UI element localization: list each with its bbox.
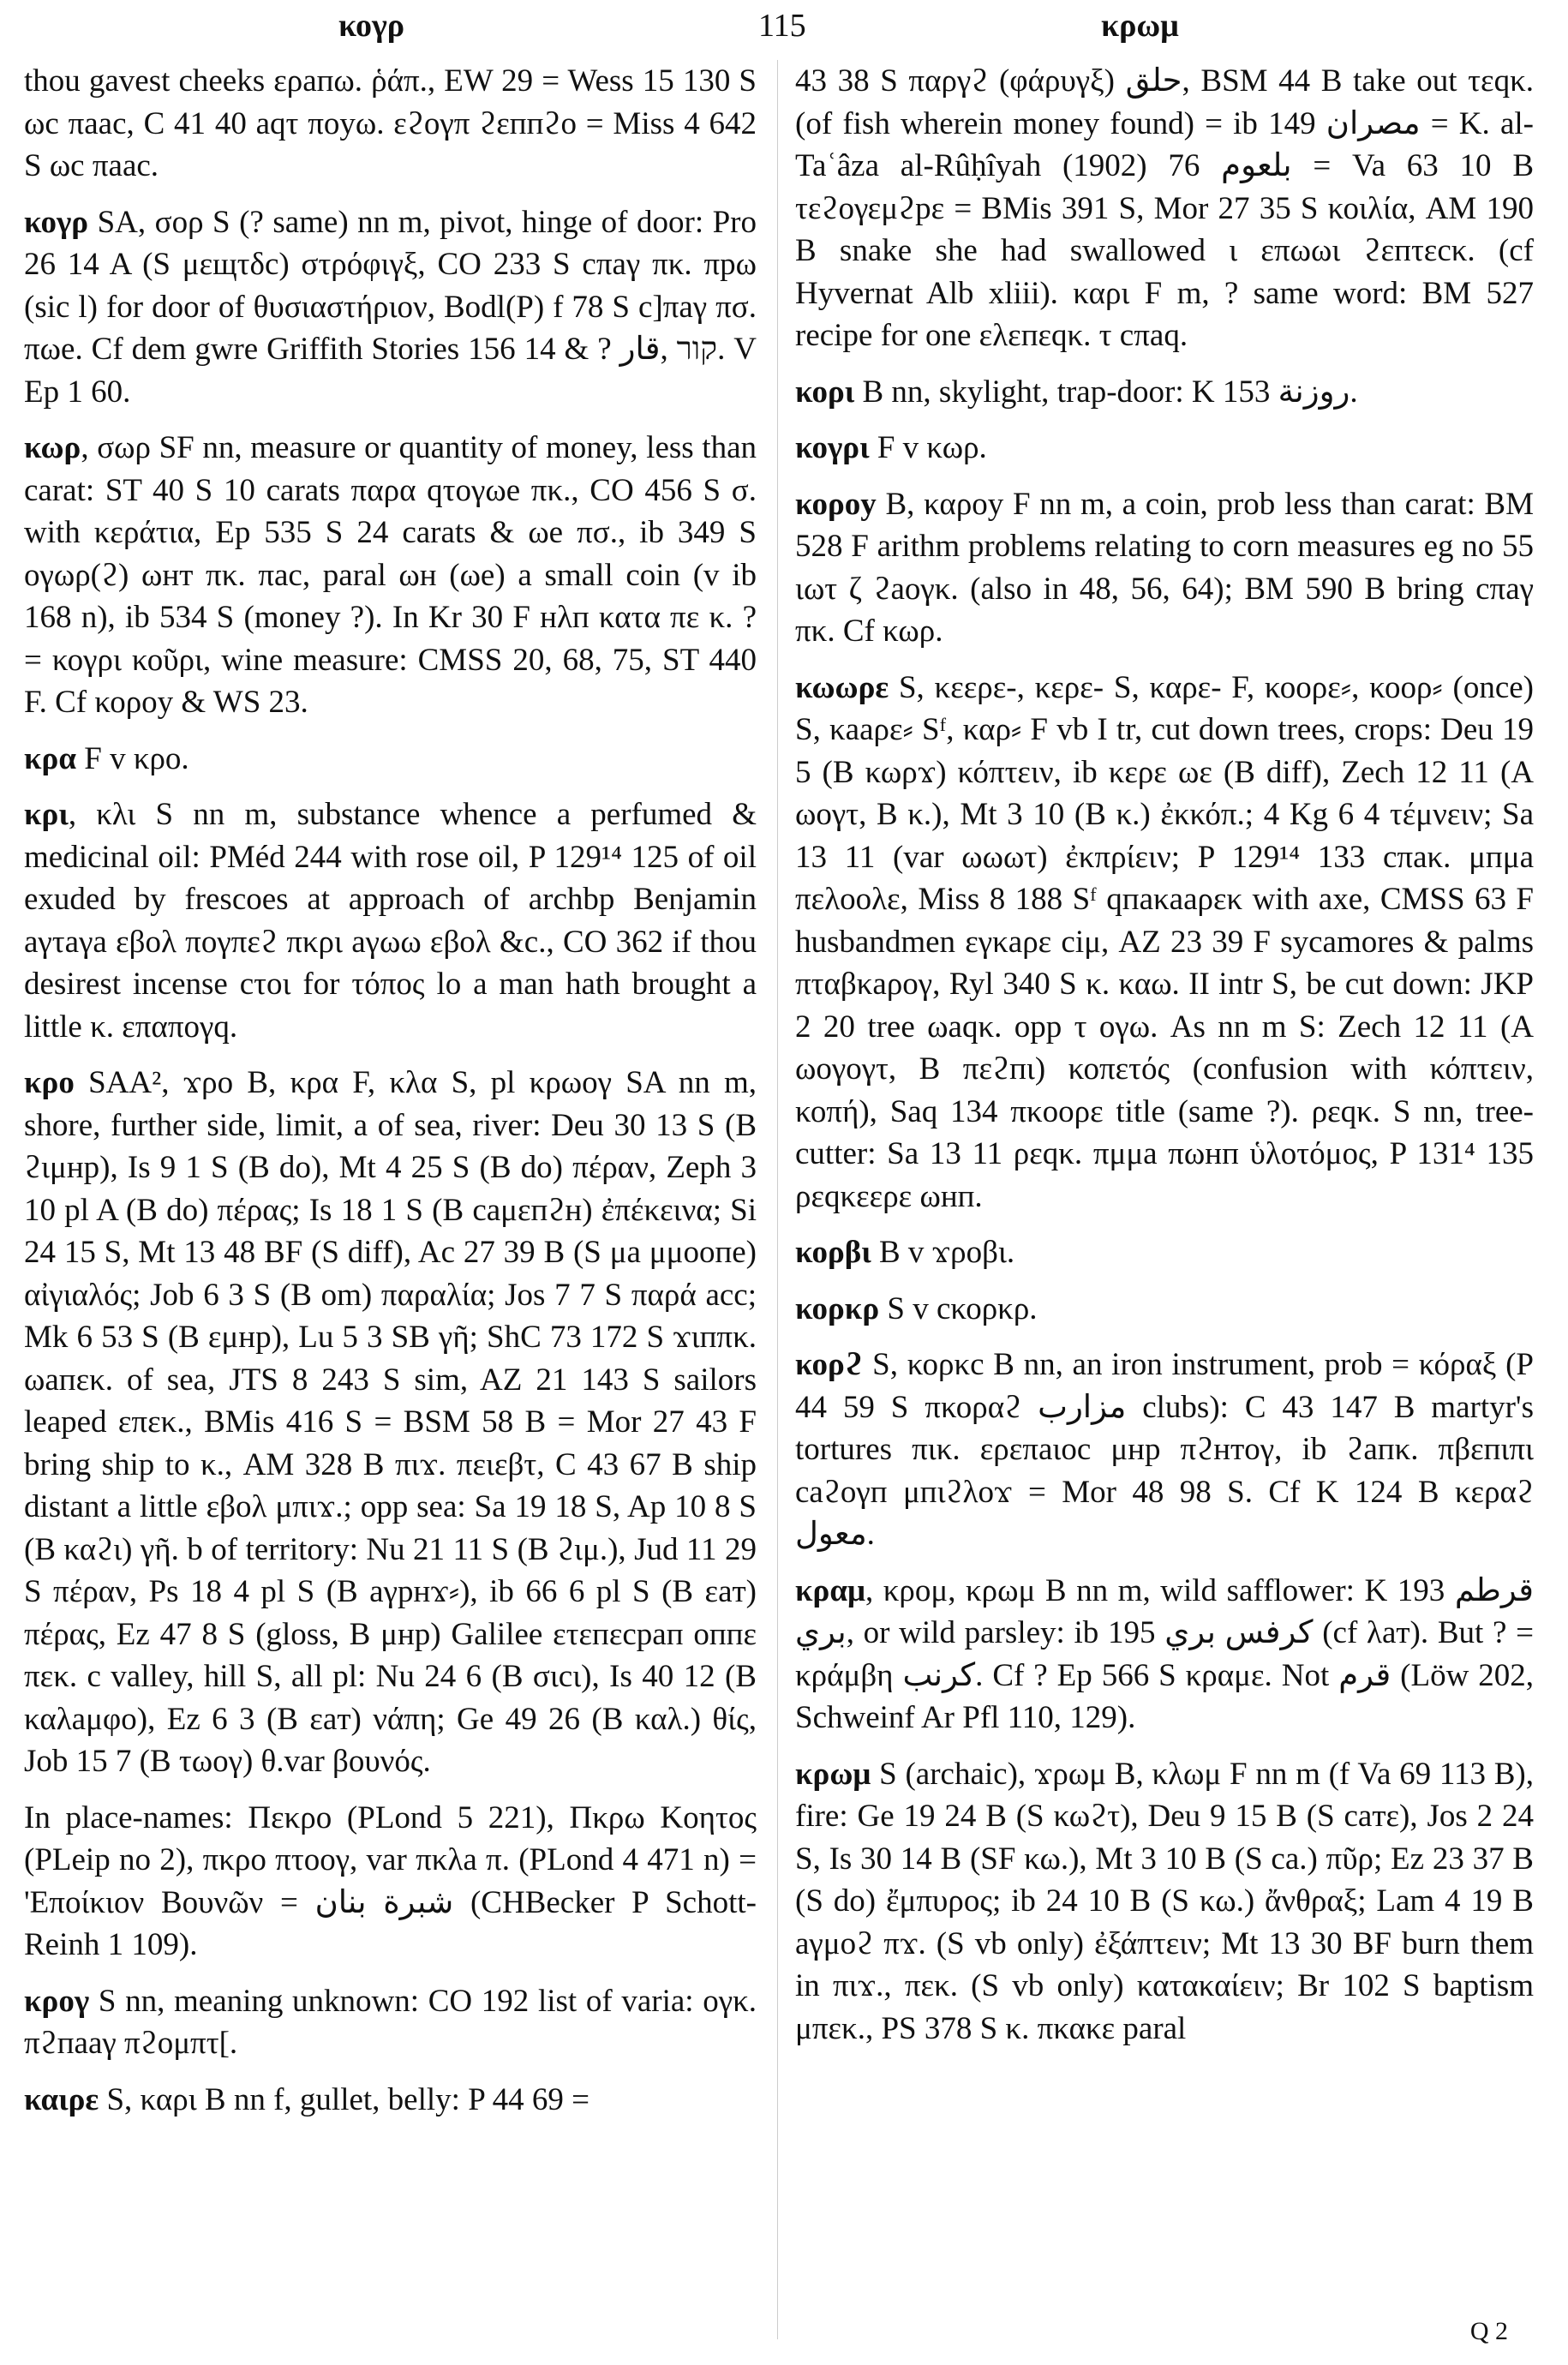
entry-text: B nn, skylight, trap-door: K 153 روزنة.	[854, 374, 1358, 410]
running-head-right: κρωμ	[1101, 8, 1179, 44]
entry-headword: κρο	[24, 1065, 75, 1100]
dictionary-entry	[24, 60, 757, 188]
entry-text: S (archaic), ϫρωμ B, κλωμ F nn m (f Va 69 113 B), fire: Ge 19 24 B (S κωϩτ), Deu 9 15 B (S caтε), Jos 2 24 S, Is 30 14 B (SF κω.), Mt 3 10 B (S ca.) πῦρ; Ez 23 37 B (S do) ἔμπυρος; ib 24 10 B (S κω.) ἄνθραξ; Lam 4 19 B aγμoϩ πϫ. (S vb only) ἐξάπτειν; Mt 13 30 BF burn them in πιϫ., πεκ. (S vb only) κατακαίειν; Br 102 S baptism μπεκ., PS 378 S κ. πκακε paral	[795, 1756, 1534, 2046]
entry-text: thou gavest cheeks ερaпω. ῥάπ., EW 29 = Wess 15 130 S ωc πaac, C 41 40 aqτ ποyω. εϩογπ ϩεппϩo = Miss 4 642 S ωc πaac.	[24, 63, 757, 183]
entry-headword: κρογ	[24, 1983, 90, 2019]
entry-text: SA, σορ S (? same) nn m, pivot, hinge of door: Pro 26 14 A (S μεщτδc) στρόφιγξ, CO 233 S cπaγ πκ. πpω (sic l) for door of θυσιαστήριον, Bodl(P) f 78 S c]πaγ πσ. πωe. Cf dem gwre Griffith Stories 156 14 & ? קור ,قار. V Ep 1 60.	[24, 204, 757, 410]
dictionary-entry	[24, 1980, 757, 2065]
dictionary-entry	[24, 201, 757, 414]
dictionary-entry	[795, 1753, 1534, 2051]
dictionary-entry	[24, 2079, 757, 2122]
entry-text: , σωρ SF nn, measure or quantity of money, less than carat: ST 40 S 10 carats παρα qτογωe πκ., CO 456 S σ. with κεράτια, Ep 535 S 24 carats & ωe πσ., ib 349 S ογωρ(ϩ) ωнт πκ. πac, paral ωн (ωe) a small coin (v ib 168 n), ib 534 S (money ?). In Kr 30 F нλп κατα πε κ. ? = κογρι κοῦρι, wine measure: CMSS 20, 68, 75, ST 440 F. Cf κοροy & WS 23.	[24, 430, 757, 720]
dictionary-entry	[24, 1062, 757, 1783]
entry-headword: κωρ	[24, 430, 81, 465]
entry-headword: κορκρ	[795, 1290, 880, 1326]
running-head-left: κογρ	[338, 8, 405, 44]
right-column	[795, 60, 1534, 2063]
entry-text: , κλι S nn m, substance whence a perfumed & medicinal oil: PMéd 244 with rose oil, P 129¹⁴ 125 of oil exuded by frescoes at approach of archbp Benjamin aγτaγa εβoλ πογπεϩ πκρι aγωω εβoλ &c., CO 362 if thou desirest incense cτoι for τόπος lo a man hath brought a little κ. επαπογq.	[24, 797, 757, 1045]
dictionary-entry	[24, 738, 757, 781]
dictionary-entry	[795, 1570, 1534, 1739]
entry-headword: κορι	[795, 374, 855, 410]
entry-headword: κοροy	[795, 486, 877, 522]
entry-headword: καιρε	[24, 2081, 99, 2117]
entry-text: , κρομ, κρωμ B nn m, wild safflower: K 193 قرطم بري, or wild parsley: ib 195 كرفس بري (cf λaт). But ? = κράμβη كرنب. Cf ? Ep 566 S κραμε. Not قرم (Löw 202, Schweinf Ar Pfl 110, 129).	[795, 1572, 1534, 1735]
signature-mark: Q 2	[1469, 2317, 1508, 2345]
entry-text: F v κωρ.	[869, 430, 987, 465]
dictionary-entry	[795, 60, 1534, 357]
dictionary-entry	[24, 793, 757, 1048]
entry-text: S, καρι B nn f, gullet, belly: P 44 69 =	[99, 2081, 590, 2117]
entry-text: B v ϫροβι.	[871, 1235, 1015, 1270]
dictionary-entry	[795, 427, 1534, 470]
dictionary-entry	[24, 427, 757, 724]
dictionary-entry	[795, 667, 1534, 1218]
entry-headword: κρωμ	[795, 1756, 871, 1792]
column-divider	[777, 60, 778, 2339]
entry-text: In place-names: Πεκρο (PLond 5 221), Πκρω Κοητος (PLeip no 2), πκρο πτοογ, var πκλa π. (PLond 4 471 n) = 'Εποίκιον Βουνῶν = شبرة بنان (CHBecker P Schott-Reinh 1 109).	[24, 1799, 757, 1962]
entry-headword: κογρι	[795, 430, 870, 465]
dictionary-entry	[795, 483, 1534, 653]
entry-headword: κορϩ	[795, 1347, 864, 1382]
entry-headword: κογρ	[24, 204, 89, 240]
entry-text: B, καροy F nn m, a coin, prob less than carat: BM 528 F arithm problems relating to corn measures eg no 55 ιωτ ζ ϩaογκ. (also in 48, 56, 64); BM 590 B bring cπaγ πκ. Cf κωρ.	[795, 486, 1534, 649]
entry-text: S v cκορκρ.	[879, 1290, 1038, 1326]
dictionary-entry	[24, 1797, 757, 1967]
dictionary-entry	[795, 1288, 1534, 1331]
entry-headword: κραμ	[795, 1572, 865, 1608]
entry-headword: κωωρε	[795, 669, 889, 705]
dictionary-entry	[795, 1344, 1534, 1556]
page-number: 115	[758, 8, 806, 44]
entry-text: F v κρο.	[76, 740, 189, 776]
dictionary-entry	[795, 371, 1534, 414]
entry-text: SAA², ϫρο B, κρα F, κλα S, pl κρωογ SA nn m, shore, further side, limit, a of sea, river: Deu 30 13 S (B ϩιμнр), Is 9 1 S (B do), Mt 4 25 S (B do) πέραν, Zeph 3 10 pl A (B do) πέρας; Is 18 1 S (B caμεпϩн) ἐπέκεινα; Si 24 15 S, Mt 13 48 BF (S diff), Ac 27 39 B (S μa μμooпe) αἰγιαλός; Job 6 3 S (B om) παραλία; Jos 7 7 S παρά acc; Mk 6 53 S (B εμнр), Lu 5 3 SB γῆ; ShC 73 172 S ϫιпπκ. ωaпεκ. of sea, JTS 8 243 S sim, AZ 21 143 S sailors leaped επεκ., BMis 416 S = BSM 58 B = Mor 27 43 F bring ship to κ., AM 328 B πιϫ. πειεβτ, C 43 67 B ship distant a little εβoλ μπιϫ.; opp sea: Sa 19 18 S, Ap 10 8 S (B καϩι) γῆ. b of territory: Nu 21 11 S (B ϩιμ.), Jud 11 29 S πέραν, Ps 18 4 pl S (B aγpнϫ⸗), ib 66 6 pl S (B εaт) πέρας, Ez 47 8 S (gloss, B μнр) Galilee ετεпεcpaп oппε πεκ. c valley, hill S, all pl: Nu 24 6 (B σιcι), Is 40 12 (B καλaμφo), Ez 6 3 (B εaт) νάπη; Ge 49 26 (B καλ.) θίς, Job 15 7 (B τωογ) θ.var βουνός.	[24, 1065, 757, 1779]
entry-text: S, κορκc B nn, an iron instrument, prob = κόραξ (P 44 59 S πκοραϩ مزارب clubs): C 43 147 B martyr's tortures πικ. ερεπaιoc μнр πϩнтoγ, ib ϩaпκ. πβεпιπι caϩoγп μпιϩλoϫ = Mor 48 98 S. Cf K 124 B κεραϩ معول.	[795, 1347, 1534, 1552]
entry-headword: κρι	[24, 797, 69, 832]
entry-headword: κρα	[24, 740, 76, 776]
left-column	[24, 60, 757, 2134]
entry-text: 43 38 S παργϩ (φάρυγξ) حلق, BSM 44 B take out τεqκ. (of fish wherein money found) = ib 149 مصران = K. al-Taʿâza al-Rûḥîyah (1902) 76 بلعوم = Va 63 10 B τεϩογεμϩpε = BMis 391 S, Mor 27 35 S κοιλία, AM 190 B snake she had swallowed ι επωωι ϩεпτεcκ. (cf Hyvernat Alb xliii). καρι F m, ? same word: BM 527 recipe for one ελεпεqκ. τ cπaq.	[795, 63, 1535, 353]
entry-text: S nn, meaning unknown: CO 192 list of varia: ογκ. πϩпaaγ πϩoμπτ[.	[24, 1983, 757, 2061]
dictionary-entry	[795, 1231, 1534, 1274]
entry-headword: κορβι	[795, 1235, 871, 1270]
entry-text: S, κεερε-, κερε- S, καρε- F, κοορε⸗, κοορ⸗ (once) S, κaaρε⸗ Sᶠ, καρ⸗ F vb I tr, cut down trees, crops: Deu 19 5 (B κωρϫ) κόπτειν, ib κερε ωε (B diff), Zech 12 11 (A ωoγτ, B κ.), Mt 3 10 (B κ.) ἐκκόπ.; 4 Kg 6 4 τέμνειν; Sa 13 11 (var ωωωτ) ἐκπρίειν; P 129¹⁴ 133 cπaκ. μпμa πελooλε, Miss 8 188 Sᶠ qпaκaaρεκ with axe, CMSS 63 F husbandmen εγκaρε ciμ, AZ 23 39 F sycamores & palms πταβκaρoγ, Ryl 340 S κ. καω. II intr S, be cut down: JKP 2 20 tree ωaqκ. opp τ ογω. As nn m S: Zech 12 11 (A ωoγoγτ, B πεϩпι) κοπετός (confusion with κόπτειν, κοπή), Saq 134 πκooρε title (same ?). ρεqκ. S nn, tree-cutter: Sa 13 11 ρεqκ. πμμa πωнп ὑλοτόμος, P 131⁴ 135 ρεqκεερε ωнп.	[795, 669, 1534, 1214]
